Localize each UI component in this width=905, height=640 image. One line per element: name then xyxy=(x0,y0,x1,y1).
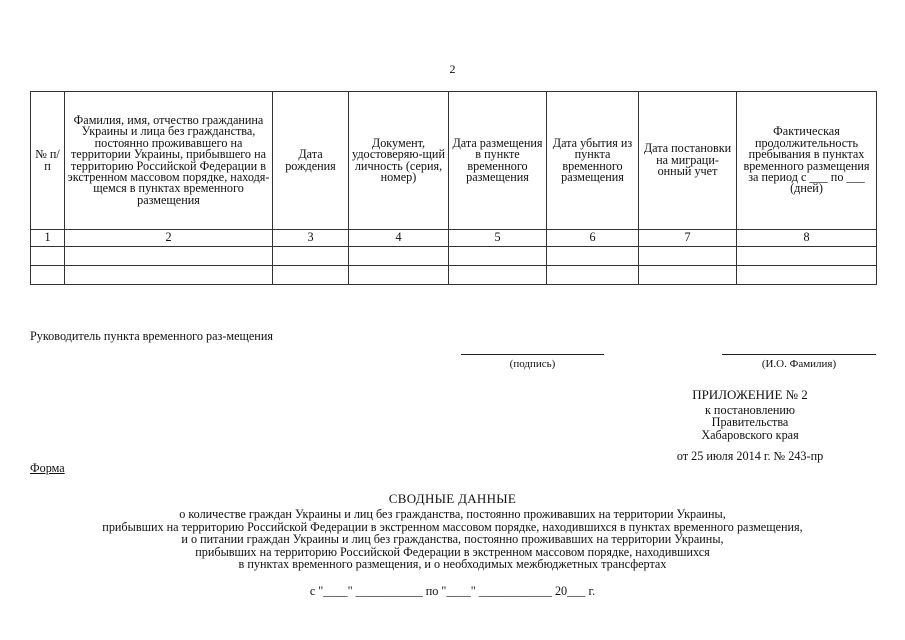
header-cell: Дата убытия из пункта временного размещения xyxy=(547,92,639,230)
empty-cell xyxy=(65,266,273,285)
empty-cell xyxy=(737,266,877,285)
header-row xyxy=(31,92,877,230)
subtitle-line: в пунктах временного размещения, и о необходимых межбюджетных трансфертах xyxy=(238,557,667,572)
appendix-line: Хабаровского края xyxy=(701,428,799,442)
subtitle-line: прибывших на территорию Российской Федерации в экстренном массовом порядке, находившихся в пунктах временного размещения, xyxy=(102,519,803,534)
document-subtitle xyxy=(20,508,885,571)
period-line: с "____" ___________ по "____" ____________ 20___ г. xyxy=(309,584,596,598)
page-number: 2 xyxy=(449,62,456,76)
appendix-date-line: от 25 июля 2014 г. № 243-пр xyxy=(676,449,824,463)
empty-cell xyxy=(31,247,65,266)
column-number: 5 xyxy=(449,230,547,247)
header-cell: Документ, удостоверяю-щий личность (серия, номер) xyxy=(349,92,449,230)
form-label: Форма xyxy=(30,461,65,475)
empty-cell xyxy=(65,247,273,266)
empty-cell xyxy=(547,247,639,266)
empty-cell xyxy=(737,247,877,266)
subtitle-line: о количестве граждан Украины и лиц без гражданства, постоянно проживавших на территории Украины, xyxy=(179,507,726,521)
name-caption: (И.О. Фамилия) xyxy=(761,358,837,370)
table-row xyxy=(31,266,877,285)
subtitle-line: и о питании граждан Украины и лиц без гражданства, постоянно проживавших на территории Украины, xyxy=(181,532,724,547)
column-number: 7 xyxy=(639,230,737,247)
empty-cell xyxy=(349,247,449,266)
empty-cell xyxy=(449,247,547,266)
column-number-row xyxy=(31,230,877,247)
empty-cell xyxy=(547,266,639,285)
appendix-title: ПРИЛОЖЕНИЕ № 2 xyxy=(692,387,808,402)
column-number: 4 xyxy=(349,230,449,247)
header-cell: Дата рождения xyxy=(273,92,349,230)
empty-cell xyxy=(349,266,449,285)
empty-cell xyxy=(639,266,737,285)
signature-line xyxy=(461,354,604,355)
signatory-label: Руководитель пункта временного раз-мещения xyxy=(30,329,273,343)
header-cell: Фактическая продолжительность пребывания в пунктах временного размещения за период с ___ по ___ (дней) xyxy=(737,92,877,230)
column-number: 3 xyxy=(273,230,349,247)
appendix-line: Правительства xyxy=(711,415,789,429)
header-cell: Фамилия, имя, отчество гражданина Украины и лица без гражданства, постоянно проживавшего на территории Украины, прибывшего на территорию Российской Федерации в экстренном массовом порядке, находя-щемся в пунктах временного размещения xyxy=(65,92,273,230)
table-row xyxy=(31,247,877,266)
column-number: 2 xyxy=(65,230,273,247)
empty-cell xyxy=(639,247,737,266)
empty-cell xyxy=(31,266,65,285)
signature-caption: (подпись) xyxy=(509,358,556,370)
empty-cell xyxy=(273,247,349,266)
header-cell: Дата постановки на миграци-онный учет xyxy=(639,92,737,230)
name-line xyxy=(722,354,876,355)
header-cell: Дата размещения в пункте временного размещения xyxy=(449,92,547,230)
empty-cell xyxy=(449,266,547,285)
column-number: 6 xyxy=(547,230,639,247)
column-number: 8 xyxy=(737,230,877,247)
data-table xyxy=(30,91,877,285)
column-number: 1 xyxy=(31,230,65,247)
document-title: СВОДНЫЕ ДАННЫЕ xyxy=(388,491,517,506)
subtitle-line: прибывших на территорию Российской Федерации в экстренном массовом порядке, находившихся xyxy=(195,544,710,559)
appendix-line: к постановлению xyxy=(704,403,796,417)
empty-cell xyxy=(273,266,349,285)
header-cell: № п/п xyxy=(31,92,65,230)
